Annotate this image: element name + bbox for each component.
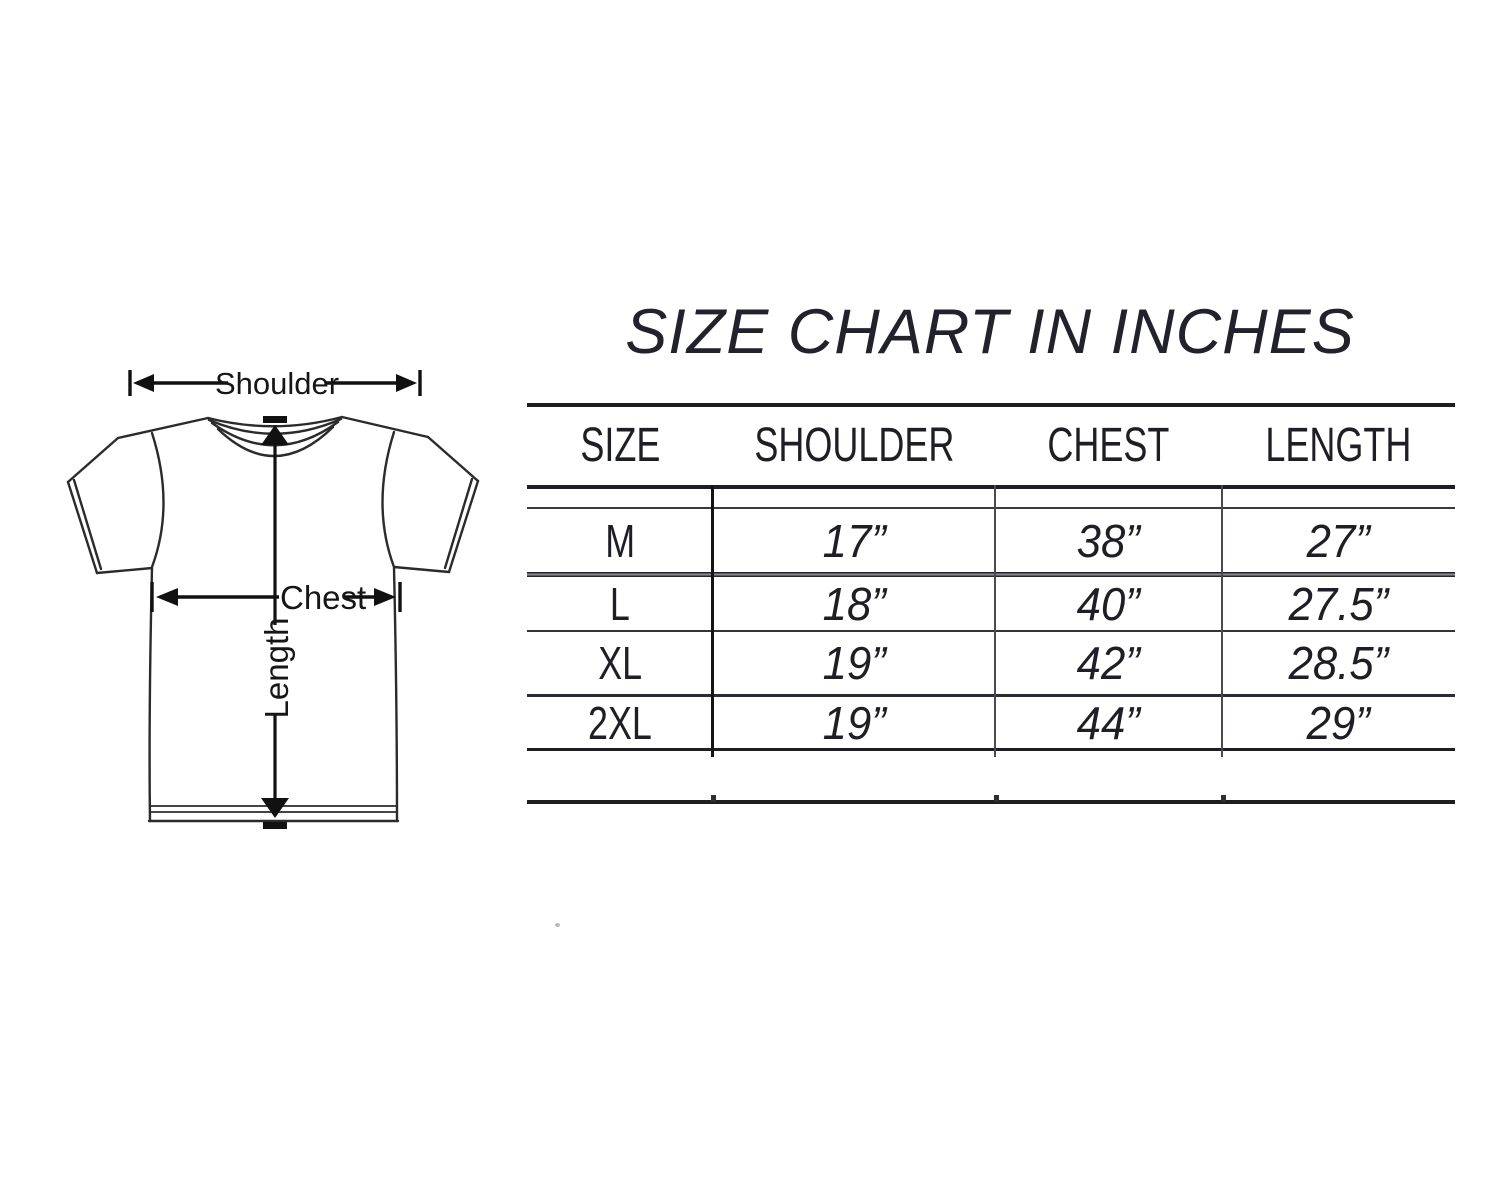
- length-arrow: [258, 416, 295, 829]
- column-header-length: LENGTH: [1265, 418, 1412, 472]
- chest-arrowhead-right: [374, 588, 396, 606]
- right-armhole-curve: [383, 432, 395, 567]
- left-armhole-curve: [152, 433, 164, 567]
- chest-label: Chest: [280, 579, 367, 616]
- size-cell: 2XL: [588, 696, 652, 749]
- shoulder-arrowhead-left: [133, 374, 154, 392]
- length-label: Length: [258, 617, 295, 719]
- shoulder-cell: 17”: [822, 514, 886, 567]
- shoulder-arrow: [130, 366, 420, 401]
- table-header-row: [527, 406, 1455, 484]
- chest-cell: 42”: [1076, 637, 1141, 689]
- table-row-m: [527, 509, 1455, 572]
- column-header-size: SIZE: [579, 418, 661, 472]
- length-cell: 27”: [1306, 514, 1371, 567]
- size-cell: XL: [598, 637, 642, 689]
- shoulder-cell: 19”: [822, 696, 886, 749]
- left-cuff-outer: [68, 482, 97, 573]
- left-shoulder-line: [118, 418, 208, 438]
- table-row-2xl: [527, 697, 1455, 748]
- length-arrowhead-down: [261, 798, 289, 818]
- shoulder-cell: 19”: [822, 637, 886, 689]
- tshirt-diagram: [40, 355, 490, 850]
- shoulder-cell: 18”: [822, 577, 886, 630]
- scan-artifact-dot: [555, 923, 560, 927]
- size-cell: M: [605, 514, 635, 567]
- table-bottom-rule: [527, 800, 1455, 804]
- right-sleeve-bottom: [394, 567, 449, 572]
- length-cell: 29”: [1306, 696, 1371, 749]
- left-sleeve-top: [68, 438, 118, 482]
- right-cuff-inner: [445, 479, 472, 568]
- right-cuff-outer: [449, 481, 478, 572]
- chest-arrowhead-left: [156, 588, 178, 606]
- column-header-chest: CHEST: [1047, 418, 1170, 472]
- table-row-xl: [527, 632, 1455, 694]
- length-top-tick: [263, 416, 287, 423]
- size-cell: L: [610, 577, 630, 630]
- left-sleeve-bottom: [97, 568, 152, 573]
- length-cell: 27.5”: [1288, 577, 1389, 630]
- length-cell: 28.5”: [1288, 637, 1389, 689]
- shoulder-label: Shoulder: [214, 366, 340, 401]
- right-shoulder-line: [342, 417, 428, 437]
- length-arrowhead-up: [261, 425, 289, 445]
- tshirt-svg: [40, 355, 490, 845]
- page-title: SIZE CHART IN INCHES: [625, 297, 1355, 367]
- column-line-nub: [1221, 795, 1226, 802]
- chest-cell: 40”: [1076, 577, 1141, 630]
- column-line-nub: [711, 795, 716, 802]
- table-row-l: [527, 577, 1455, 630]
- length-bottom-tick: [263, 822, 287, 829]
- column-header-shoulder: SHOULDER: [753, 418, 955, 472]
- right-sleeve-top: [428, 437, 478, 481]
- left-cuff-inner: [74, 480, 101, 569]
- chest-cell: 44”: [1076, 696, 1141, 749]
- chest-cell: 38”: [1076, 514, 1141, 567]
- shoulder-arrowhead-right: [396, 374, 417, 392]
- body-right-edge: [394, 568, 397, 821]
- header-bottom-rule: [527, 485, 1455, 489]
- column-line-nub: [994, 795, 999, 802]
